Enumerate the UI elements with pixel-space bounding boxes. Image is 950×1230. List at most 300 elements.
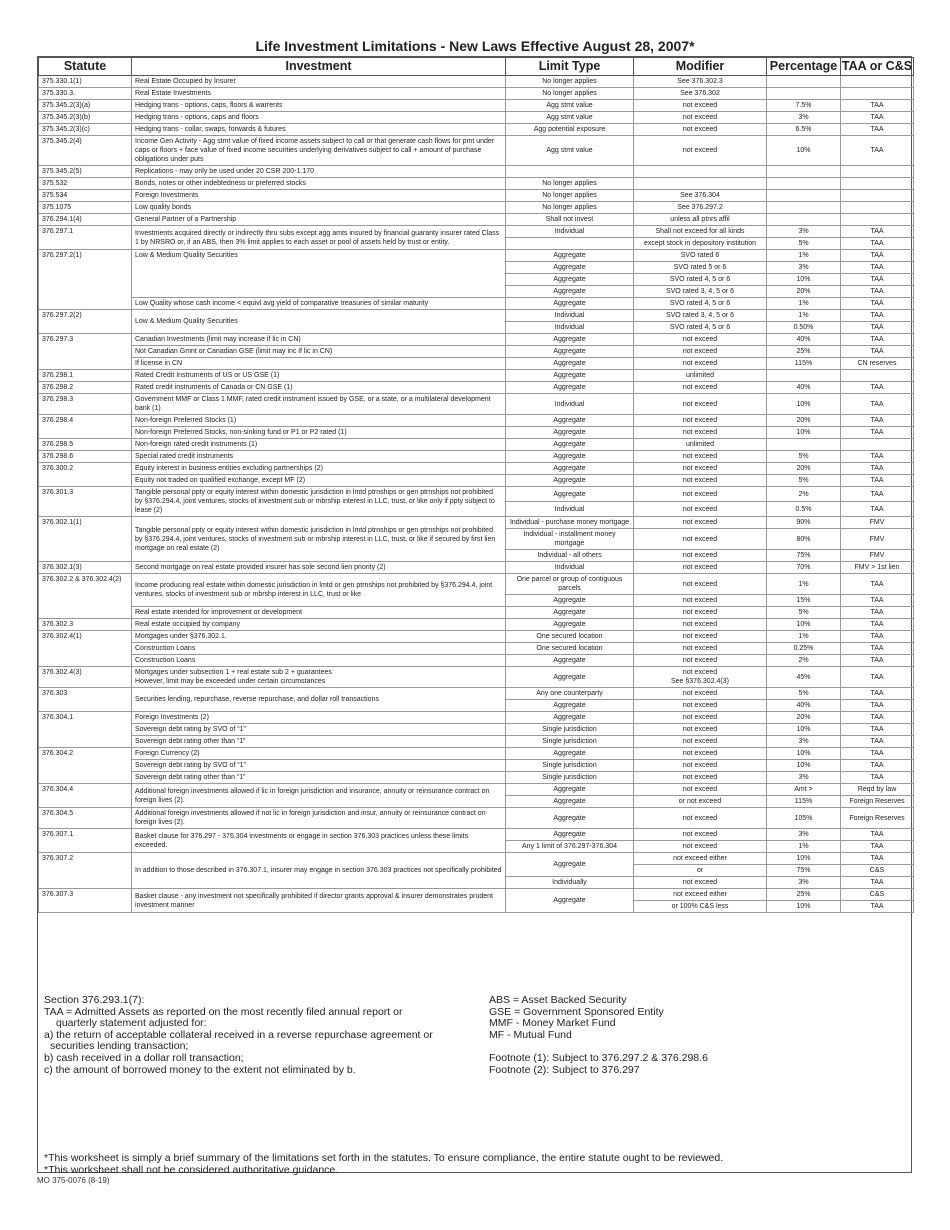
statute-cell: 376.297.2(2) [39, 310, 132, 334]
investment-cell: Real Estate Investments [132, 88, 506, 100]
table-row [39, 214, 914, 226]
investment-cell: Sovereign debt rating by SVO of “1” [132, 724, 506, 736]
limit-type-cell: Aggregate [506, 439, 634, 451]
limit-type-cell: Individually [506, 877, 634, 889]
percentage-cell: 1% [767, 841, 841, 853]
taa-cs-cell: TAA [841, 901, 914, 913]
limit-type-cell: Aggregate [506, 607, 634, 619]
taa-cs-cell: TAA [841, 643, 914, 655]
abbrev-line: ABS = Asset Backed Security [489, 994, 627, 1006]
statute-cell: 376.302.1(3) [39, 562, 132, 574]
taa-cs-cell: CN reserves [841, 358, 914, 370]
percentage-cell: 10% [767, 901, 841, 913]
taa-cs-cell: TAA [841, 487, 914, 502]
table-row [39, 190, 914, 202]
modifier-cell: SVO rated 4, 5 or 6 [634, 322, 767, 334]
investment-cell: Construction Loans [132, 643, 506, 655]
taa-cs-cell [841, 214, 914, 226]
modifier-cell: not exceed [634, 112, 767, 124]
investment-cell: Low & Medium Quality Securities [132, 250, 506, 298]
limit-type-cell: Aggregate [506, 346, 634, 358]
page-title: Life Investment Limitations - New Laws Effective August 28, 2007* [255, 38, 695, 54]
percentage-cell: 0.25% [767, 643, 841, 655]
percentage-cell: 20% [767, 712, 841, 724]
percentage-cell: 10% [767, 136, 841, 166]
taa-cs-cell: TAA [841, 124, 914, 136]
modifier-cell: not exceed [634, 517, 767, 529]
percentage-cell: 3% [767, 226, 841, 238]
limit-type-cell: Aggregate [506, 370, 634, 382]
table-row [39, 88, 914, 100]
modifier-cell: not exceed [634, 877, 767, 889]
percentage-cell: 3% [767, 877, 841, 889]
limit-type-cell: Single jurisdiction [506, 724, 634, 736]
modifier-cell: or [634, 865, 767, 877]
investment-cell: Investments acquired directly or indirectly thru subs except agg amts insured by financial guaranty insurer rated Class 1 by NRSRO or, if an ABS, then 3% limit applies to each asset or pool of assets held by trust or entity. [132, 226, 506, 250]
investment-cell: Equity not traded on qualified exchange, except MF (2) [132, 475, 506, 487]
modifier-cell: not exceed [634, 643, 767, 655]
statute-cell: 376.303 [39, 688, 132, 712]
modifier-cell: See 376.302.3 [634, 76, 767, 88]
modifier-cell: Shall not exceed for all kinds [634, 226, 767, 238]
limit-type-cell: Individual [506, 310, 634, 322]
statute-cell: 376.298.1 [39, 370, 132, 382]
taa-cs-cell [841, 190, 914, 202]
modifier-cell: not exceed [634, 100, 767, 112]
modifier-cell: not exceed [634, 748, 767, 760]
limit-type-cell: Aggregate [506, 853, 634, 877]
percentage-cell: 75% [767, 865, 841, 877]
percentage-cell: 10% [767, 748, 841, 760]
investment-cell: Low Quality whose cash income < equivl avg yield of comparative treasuries of similar maturity [132, 298, 506, 310]
table-row [39, 310, 914, 322]
modifier-cell: not exceed [634, 712, 767, 724]
investment-cell: Hedging trans - options, caps, floors & warrents [132, 100, 506, 112]
percentage-cell: 80% [767, 529, 841, 550]
modifier-cell: not exceed [634, 502, 767, 517]
modifier-cell: or 100% C&S less [634, 901, 767, 913]
percentage-cell: 1% [767, 631, 841, 643]
taa-cs-cell: TAA [841, 619, 914, 631]
table-row [39, 250, 914, 262]
table-row [39, 298, 914, 310]
percentage-cell: 3% [767, 829, 841, 841]
statute-cell: 375.534 [39, 190, 132, 202]
taa-cs-cell [841, 76, 914, 88]
limit-type-cell: Individual - all others [506, 550, 634, 562]
limit-type-cell: Individual [506, 502, 634, 517]
table-row [39, 688, 914, 700]
note-line: TAA = Admitted Assets as reported on the most recently filed annual report or [44, 1005, 403, 1018]
limit-type-cell: Aggregate [506, 784, 634, 796]
limit-type-cell: Agg stmt value [506, 100, 634, 112]
percentage-cell: 2% [767, 655, 841, 667]
investment-cell: Construction Loans [132, 655, 506, 667]
taa-cs-cell [841, 88, 914, 100]
percentage-cell: 3% [767, 736, 841, 748]
table-row [39, 451, 914, 463]
percentage-cell: 1% [767, 574, 841, 595]
table-row [39, 439, 914, 451]
limit-type-cell: Aggregate [506, 382, 634, 394]
limit-type-cell: No longer applies [506, 190, 634, 202]
statute-cell: 375.345.2(4) [39, 136, 132, 166]
disclaimer-line: *This worksheet shall not be considered authoritative guidance. [44, 1163, 339, 1176]
modifier-cell: not exceed [634, 655, 767, 667]
modifier-cell: not exceed [634, 394, 767, 415]
percentage-cell: 10% [767, 853, 841, 865]
limit-type-cell: Any 1 limit of 376.297-376.304 [506, 841, 634, 853]
table-row [39, 712, 914, 724]
note-line: a) the return of acceptable collateral received in a reverse repurchase agreement or [44, 1028, 433, 1041]
percentage-cell: 10% [767, 760, 841, 772]
table-row [39, 736, 914, 748]
modifier-cell: not exceed [634, 841, 767, 853]
limitations-table [38, 57, 914, 913]
limit-type-cell: Aggregate [506, 619, 634, 631]
footnote-line: Footnote (2): Subject to 376.297 [489, 1063, 640, 1076]
limit-type-cell: Aggregate [506, 358, 634, 370]
limit-type-cell: Individual [506, 562, 634, 574]
investment-cell: Canadian Investments (limit may increase if lic in CN) [132, 334, 506, 346]
investment-cell: Second mortgage on real estate provided insurer has sole second lien priority (2) [132, 562, 506, 574]
modifier-cell: SVO rated 3, 4, 5 or 6 [634, 286, 767, 298]
notes-right [489, 995, 889, 1076]
modifier-cell: not exceed [634, 760, 767, 772]
investment-cell: Real estate occupied by company [132, 619, 506, 631]
statute-cell: 376.304.5 [39, 808, 132, 829]
taa-cs-cell: TAA [841, 238, 914, 250]
modifier-cell: not exceed [634, 475, 767, 487]
table-row [39, 100, 914, 112]
notes-left [44, 995, 484, 1076]
investment-cell: Non-foreign Preferred Stocks, non-sinking fund or P1 or P2 rated (1) [132, 427, 506, 439]
percentage-cell: 5% [767, 475, 841, 487]
header-limit-type: Limit Type [506, 58, 634, 76]
table-row [39, 517, 914, 529]
modifier-cell: not exceed [634, 784, 767, 796]
modifier-cell: not exceed either [634, 889, 767, 901]
percentage-cell: 40% [767, 382, 841, 394]
modifier-cell: not exceed [634, 415, 767, 427]
statute-cell: 376.304.1 [39, 712, 132, 748]
investment-cell: Additional foreign investments allowed if lic in foreign jurisdiction and insurance, annuity or reinsurance contract on foreign lives (2). [132, 784, 506, 808]
statute-cell: 376.307.2 [39, 853, 132, 889]
statute-cell: 376.302.4(3) [39, 667, 132, 688]
modifier-cell: not exceed [634, 619, 767, 631]
investment-cell: Mortgages under subsection 1 + real estate sub 2 + guarantees However, limit may be exceeded under certain circumstances [132, 667, 506, 688]
taa-cs-cell: TAA [841, 853, 914, 865]
taa-cs-cell: TAA [841, 748, 914, 760]
taa-cs-cell: TAA [841, 394, 914, 415]
limit-type-cell: No longer applies [506, 88, 634, 100]
percentage-cell: 75% [767, 550, 841, 562]
table-row [39, 415, 914, 427]
taa-cs-cell: TAA [841, 829, 914, 841]
taa-cs-cell: TAA [841, 136, 914, 166]
limit-type-cell: Aggregate [506, 700, 634, 712]
taa-cs-cell: TAA [841, 274, 914, 286]
modifier-cell: not exceed [634, 124, 767, 136]
taa-cs-cell: TAA [841, 724, 914, 736]
limit-type-cell: Aggregate [506, 748, 634, 760]
limit-type-cell: Any one counterparty [506, 688, 634, 700]
percentage-cell: 0.50% [767, 322, 841, 334]
percentage-cell [767, 76, 841, 88]
modifier-cell: not exceed [634, 607, 767, 619]
percentage-cell: 20% [767, 463, 841, 475]
investment-cell: Mortgages under §376.302.1. [132, 631, 506, 643]
statute-cell: 376.302.2 & 376.302.4(2) [39, 574, 132, 619]
table-row [39, 394, 914, 415]
investment-cell: Rated Credit Instruments of US or US GSE (1) [132, 370, 506, 382]
header-modifier: Modifier [634, 58, 767, 76]
percentage-cell: 5% [767, 688, 841, 700]
taa-cs-cell: FMV [841, 529, 914, 550]
statute-cell: 376.300.2 [39, 463, 132, 487]
statute-cell: 376.298.4 [39, 415, 132, 439]
taa-cs-cell: TAA [841, 772, 914, 784]
investment-cell: Bonds, notes or other indebtedness or preferred stocks [132, 178, 506, 190]
limit-type-cell: Aggregate [506, 262, 634, 274]
disclaimer [44, 1153, 904, 1176]
statute-cell: 376.302.4(1) [39, 631, 132, 667]
percentage-cell: 10% [767, 724, 841, 736]
taa-cs-cell: TAA [841, 667, 914, 688]
taa-cs-cell: TAA [841, 112, 914, 124]
limit-type-cell [506, 166, 634, 178]
table-row [39, 667, 914, 688]
table-row [39, 562, 914, 574]
investment-cell: Sovereign debt rating by SVO of “1” [132, 760, 506, 772]
note-line: securities lending transaction; [50, 1040, 189, 1053]
table-row [39, 772, 914, 784]
limit-type-cell: Aggregate [506, 889, 634, 913]
table-row [39, 382, 914, 394]
taa-cs-cell: FMV [841, 550, 914, 562]
percentage-cell: 15% [767, 595, 841, 607]
investment-cell: Foreign Investments [132, 190, 506, 202]
table-row [39, 427, 914, 439]
taa-cs-cell: TAA [841, 631, 914, 643]
percentage-cell [767, 178, 841, 190]
investment-cell: Hedging trans - collar, swaps, forwards & futures [132, 124, 506, 136]
modifier-cell: not exceed either [634, 853, 767, 865]
taa-cs-cell: TAA [841, 700, 914, 712]
modifier-cell: or not exceed [634, 796, 767, 808]
taa-cs-cell: TAA [841, 655, 914, 667]
statute-cell: 375.330.1(1) [39, 76, 132, 88]
limit-type-cell: Aggregate [506, 451, 634, 463]
percentage-cell: 10% [767, 619, 841, 631]
investment-cell: If license in CN [132, 358, 506, 370]
investment-cell: Basket clause - any investment not specifically prohibited if director grants approval & insurer demonstrates prudent investment manner [132, 889, 506, 913]
limit-type-cell: Aggregate [506, 298, 634, 310]
percentage-cell [767, 190, 841, 202]
statute-cell: 376.302.1(1) [39, 517, 132, 562]
modifier-cell: See 376.297.2 [634, 202, 767, 214]
modifier-cell: See 376.304 [634, 190, 767, 202]
limit-type-cell: Individual [506, 394, 634, 415]
investment-cell: Low quality bonds [132, 202, 506, 214]
investment-cell: Real estate intended for improvement or development [132, 607, 506, 619]
taa-cs-cell: TAA [841, 451, 914, 463]
percentage-cell: 10% [767, 427, 841, 439]
statute-cell: 376.304.2 [39, 748, 132, 784]
modifier-cell: unlimited [634, 370, 767, 382]
limit-type-cell: Aggregate [506, 712, 634, 724]
table-row [39, 358, 914, 370]
percentage-cell: 2% [767, 487, 841, 502]
statute-cell: 376.298.5 [39, 439, 132, 451]
limit-type-cell: Aggregate [506, 808, 634, 829]
limit-type-cell: Individual [506, 322, 634, 334]
taa-cs-cell: TAA [841, 346, 914, 358]
header-percentage: Percentage [767, 58, 841, 76]
limit-type-cell: Individual [506, 226, 634, 238]
table-row [39, 463, 914, 475]
investment-cell: Real Estate Occupied by Insurer [132, 76, 506, 88]
limit-type-cell: Individual - installment money mortgage [506, 529, 634, 550]
abbrev-line: MF - Mutual Fund [489, 1028, 572, 1041]
modifier-cell: not exceed [634, 451, 767, 463]
percentage-cell [767, 370, 841, 382]
investment-cell: Not Canadian Gmnt or Canadian GSE (limit may inc if lic in CN) [132, 346, 506, 358]
limit-type-cell: Aggregate [506, 475, 634, 487]
percentage-cell: 1% [767, 298, 841, 310]
limit-type-cell: Shall not invest [506, 214, 634, 226]
taa-cs-cell [841, 439, 914, 451]
table-row [39, 784, 914, 796]
percentage-cell: 40% [767, 700, 841, 712]
investment-cell: Income Gen Activity - Agg stmt value of fixed income assets subject to call or that generate cash flows for pmt under caps or floors + face value of fixed income securities underlying derivatives subject to call + amount of purchase obligations under puts [132, 136, 506, 166]
investment-cell: Tangible personal ppty or equity interest within domestic jurisdiction in lmtd ptrnships or gen ptrnships not prohibited by §376.294.4, joint ventures, stocks of investment sub or mbrship interest in LLC, trust, or like if secured by first lien mortgage on real estate (2) [132, 517, 506, 562]
modifier-cell: SVO rated 6 [634, 250, 767, 262]
investment-cell: Foreign Currency (2) [132, 748, 506, 760]
modifier-cell: not exceed [634, 136, 767, 166]
modifier-cell: not exceed [634, 736, 767, 748]
percentage-cell: 5% [767, 607, 841, 619]
percentage-cell: 20% [767, 415, 841, 427]
taa-cs-cell: TAA [841, 322, 914, 334]
limit-type-cell: Aggregate [506, 250, 634, 262]
percentage-cell [767, 166, 841, 178]
modifier-cell: not exceed [634, 562, 767, 574]
statute-cell: 376.307.1 [39, 829, 132, 853]
modifier-cell: except stock in depository institution [634, 238, 767, 250]
investment-cell: Non-foreign Preferred Stocks (1) [132, 415, 506, 427]
percentage-cell: 3% [767, 112, 841, 124]
percentage-cell: 6.5% [767, 124, 841, 136]
investment-cell: Sovereign debt rating other than “1” [132, 736, 506, 748]
modifier-cell: not exceed [634, 463, 767, 475]
taa-cs-cell: TAA [841, 607, 914, 619]
limit-type-cell: Aggregate [506, 274, 634, 286]
limit-type-cell: No longer applies [506, 76, 634, 88]
table-row [39, 202, 914, 214]
statute-cell: 376.301.3 [39, 487, 132, 517]
percentage-cell: 7.5% [767, 100, 841, 112]
statute-cell: 375.345.2(3)(b) [39, 112, 132, 124]
taa-cs-cell: TAA [841, 502, 914, 517]
modifier-cell: not exceed [634, 574, 767, 595]
table-row [39, 178, 914, 190]
taa-cs-cell: C&S [841, 865, 914, 877]
footnote-line: Footnote (1): Subject to 376.297.2 & 376.298.6 [489, 1051, 708, 1064]
limit-type-cell: No longer applies [506, 202, 634, 214]
investment-cell: Special rated credit instruments [132, 451, 506, 463]
investment-cell: Tangible personal ppty or equity interest within domestic jurisdiction in lmtd ptrnships or gen ptrnships not prohibited by §376.294.4, joint ventures, stocks of investment sub or mbrship interest in LLC, trust, or like only if ppty subject to lease (2) [132, 487, 506, 517]
percentage-cell: Amt > [767, 784, 841, 796]
limit-type-cell: Single jurisdiction [506, 760, 634, 772]
percentage-cell: 3% [767, 262, 841, 274]
percentage-cell [767, 202, 841, 214]
taa-cs-cell: FMV [841, 517, 914, 529]
taa-cs-cell: TAA [841, 226, 914, 238]
limit-type-cell: One secured location [506, 643, 634, 655]
investment-cell: Low & Medium Quality Securities [132, 310, 506, 334]
statute-cell: 376.297.1 [39, 226, 132, 250]
modifier-cell [634, 178, 767, 190]
table-row [39, 136, 914, 166]
taa-cs-cell: Reqd by law [841, 784, 914, 796]
taa-cs-cell: TAA [841, 877, 914, 889]
header-investment: Investment [132, 58, 506, 76]
modifier-cell: not exceed [634, 529, 767, 550]
note-line: Section 376.293.1(7): [44, 994, 145, 1006]
taa-cs-cell: TAA [841, 463, 914, 475]
percentage-cell [767, 214, 841, 226]
statute-cell: 375.1075 [39, 202, 132, 214]
abbrev-line: MMF - Money Market Fund [489, 1017, 616, 1030]
table-row [39, 808, 914, 829]
limit-type-cell: Aggregate [506, 796, 634, 808]
statute-cell: 375.330.3. [39, 88, 132, 100]
statute-cell: 376.297.2(1) [39, 250, 132, 310]
limit-type-cell: No longer applies [506, 178, 634, 190]
percentage-cell: 25% [767, 889, 841, 901]
table-row [39, 370, 914, 382]
limit-type-cell: Aggregate [506, 667, 634, 688]
investment-cell: Rated credit instruments of Canada or CN GSE (1) [132, 382, 506, 394]
percentage-cell [767, 439, 841, 451]
limit-type-cell: Agg stmt value [506, 112, 634, 124]
limit-type-cell: One secured location [506, 631, 634, 643]
taa-cs-cell: TAA [841, 760, 914, 772]
modifier-cell: unless all ptnrs affil [634, 214, 767, 226]
worksheet-frame [37, 56, 913, 1176]
percentage-cell: 0.5% [767, 502, 841, 517]
table-row [39, 643, 914, 655]
modifier-cell: not exceed [634, 550, 767, 562]
modifier-cell: not exceed [634, 700, 767, 712]
table-row [39, 853, 914, 865]
table-row [39, 334, 914, 346]
investment-cell: Replications - may only be used under 20 CSR 200-1.170 [132, 166, 506, 178]
investment-cell: Government MMF or Class 1 MMF, rated credit instrument issued by GSE, or a state, or a multilateral development bank (1) [132, 394, 506, 415]
percentage-cell: 45% [767, 667, 841, 688]
statute-cell: 376.302.3 [39, 619, 132, 631]
modifier-cell: not exceed [634, 358, 767, 370]
modifier-cell: not exceed [634, 382, 767, 394]
table-row [39, 829, 914, 841]
percentage-cell: 115% [767, 796, 841, 808]
investment-cell: Securities lending, repurchase, reverse repurchase, and dollar roll transactions [132, 688, 506, 712]
statute-cell: 376.298.3 [39, 394, 132, 415]
percentage-cell [767, 88, 841, 100]
percentage-cell: 105% [767, 808, 841, 829]
modifier-cell: SVO rated 5 or 6 [634, 262, 767, 274]
